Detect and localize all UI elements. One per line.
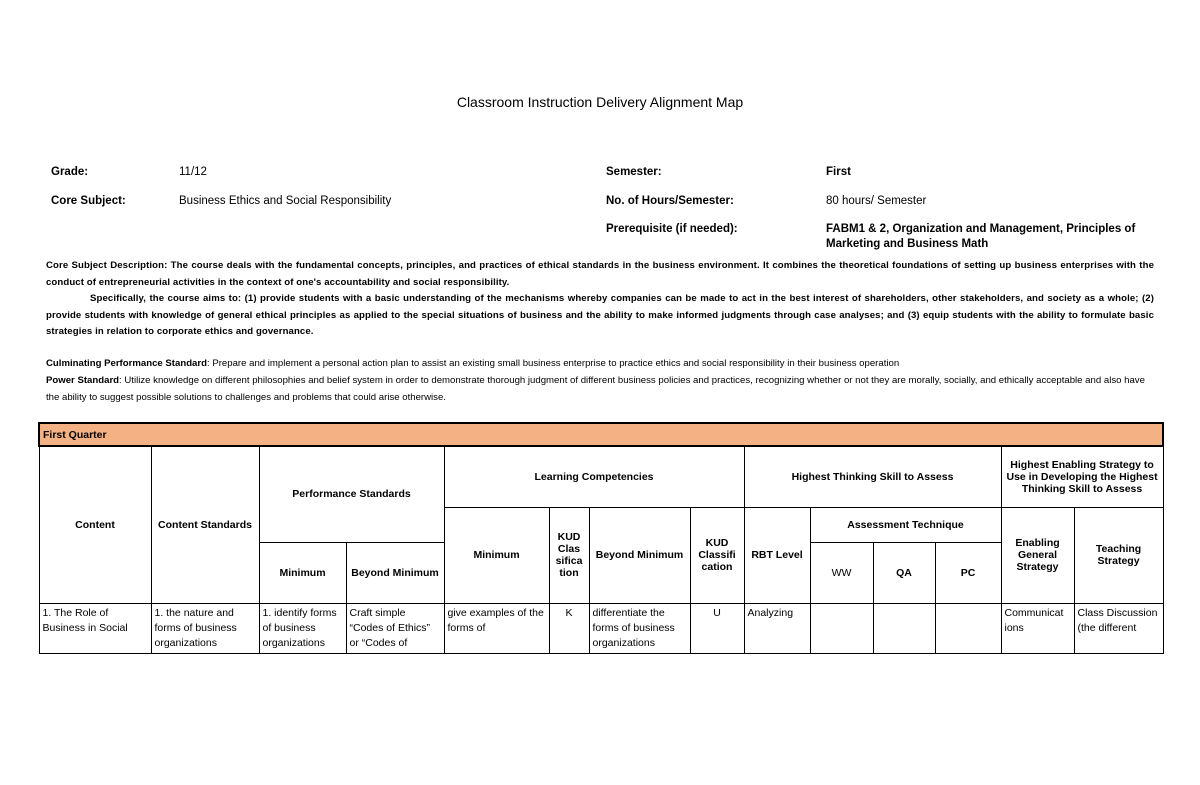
cell-teaching-strategy: Class Discussion (the different (1074, 603, 1163, 653)
core-subject-description (46, 258, 1154, 291)
core-subject-value: Business Ethics and Social Responsibility (179, 195, 392, 207)
header-enabling-strategy: Highest Enabling Strategy to Use in Developing the Highest Thinking Skill to Assess (1001, 446, 1163, 507)
quarter-header: First Quarter (39, 423, 1163, 446)
grade-value: 11/12 (179, 166, 207, 178)
header-content: Content (39, 446, 151, 603)
culminating-standard (46, 356, 1156, 373)
header-kud-classification-1: KUD Clas sifica tion (549, 507, 589, 603)
culminating-text: : Prepare and implement a personal action plan to assist an existing small business enterprise to practice ethics and social responsibility in their business operation (207, 358, 900, 369)
cell-enabling-strategy: Communicat ions (1001, 603, 1074, 653)
course-aims: Specifically, the course aims to: (1) provide students with a basic understanding of the mechanisms whereby companies can be made to act in the best interest of shareholders, other stakeholders, and society as a whole; (2) provide students with knowledge of general ethical principles as applied to the special situations of business and the ability to make informed judgments through case analyses; and (3) equip students with the ability to formulate basic strategies in relation to corporate ethics and governance. (46, 293, 1154, 337)
prerequisite-value-line2: Marketing and Business Math (826, 238, 989, 250)
header-lc-beyond-minimum: Beyond Minimum (589, 507, 690, 603)
header-content-standards: Content Standards (151, 446, 259, 603)
cell-lc-minimum: give examples of the forms of (444, 603, 549, 653)
header-ww: WW (810, 542, 873, 603)
header-ps-minimum: Minimum (259, 542, 346, 603)
cell-pc (935, 603, 1001, 653)
semester-label: Semester: (606, 166, 662, 178)
page-title: Classroom Instruction Delivery Alignment Map (456, 94, 744, 110)
header-enabling-general-strategy: Enabling General Strategy (1001, 507, 1074, 603)
description-para1: : The course deals with the fundamental concepts, principles, and practices of ethical standards in the business environment. It combines the theoretical foundations of setting up business enterprises with the conduct of entrepreneurial activities in the context of one's accountability and social responsibility. (46, 260, 1155, 288)
cell-ww (810, 603, 873, 653)
cell-content-standards: 1. the nature and forms of business organizations (151, 603, 259, 653)
header-qa: QA (873, 542, 935, 603)
prerequisite-value-line1: FABM1 & 2, Organization and Management, Principles of (826, 223, 1136, 235)
header-learning-competencies: Learning Competencies (444, 446, 744, 507)
cell-kud-1: K (549, 603, 589, 653)
cell-lc-beyond: differentiate the forms of business organizations (589, 603, 690, 653)
grade-label: Grade: (51, 166, 89, 178)
power-label: Power Standard (46, 375, 120, 386)
header-assessment-technique: Assessment Technique (810, 507, 1001, 542)
header-kud-classification-2: KUD Classifi cation (690, 507, 744, 603)
header-performance-standards: Performance Standards (259, 446, 444, 542)
header-rbt-level: RBT Level (744, 507, 810, 603)
cell-ps-beyond: Craft simple “Codes of Ethics” or “Codes of (346, 603, 444, 653)
core-subject-label: Core Subject: (51, 195, 126, 207)
header-ps-beyond-minimum: Beyond Minimum (346, 542, 444, 603)
alignment-map-table (38, 422, 1164, 654)
prerequisite-label: Prerequisite (if needed): (606, 223, 738, 235)
cell-rbt-level: Analyzing (744, 603, 810, 653)
cell-kud-2: U (690, 603, 744, 653)
culminating-label: Culminating Performance Standard (46, 358, 207, 369)
cell-qa (873, 603, 935, 653)
header-thinking-skill: Highest Thinking Skill to Assess (744, 446, 1001, 507)
table-row (39, 603, 1163, 653)
cell-ps-minimum: 1. identify forms of business organizations (259, 603, 346, 653)
hours-label: No. of Hours/Semester: (606, 195, 734, 207)
cell-content: 1. The Role of Business in Social (39, 603, 151, 653)
power-standard (46, 373, 1156, 406)
header-lc-minimum: Minimum (444, 507, 549, 603)
semester-value: First (826, 166, 851, 178)
header-teaching-strategy: Teaching Strategy (1074, 507, 1163, 603)
header-pc: PC (935, 542, 1001, 603)
description-label: Core Subject Description (46, 260, 165, 271)
hours-value: 80 hours/ Semester (826, 195, 927, 207)
power-text: : Utilize knowledge on different philosophies and belief system in order to demonstrate thorough judgment of different business policies and practices, recognizing whether or not they are morally, socially, and ethically acceptable and also have the ability to suggest possible solutions to challenges and problems that could arise otherwise. (46, 375, 1145, 403)
